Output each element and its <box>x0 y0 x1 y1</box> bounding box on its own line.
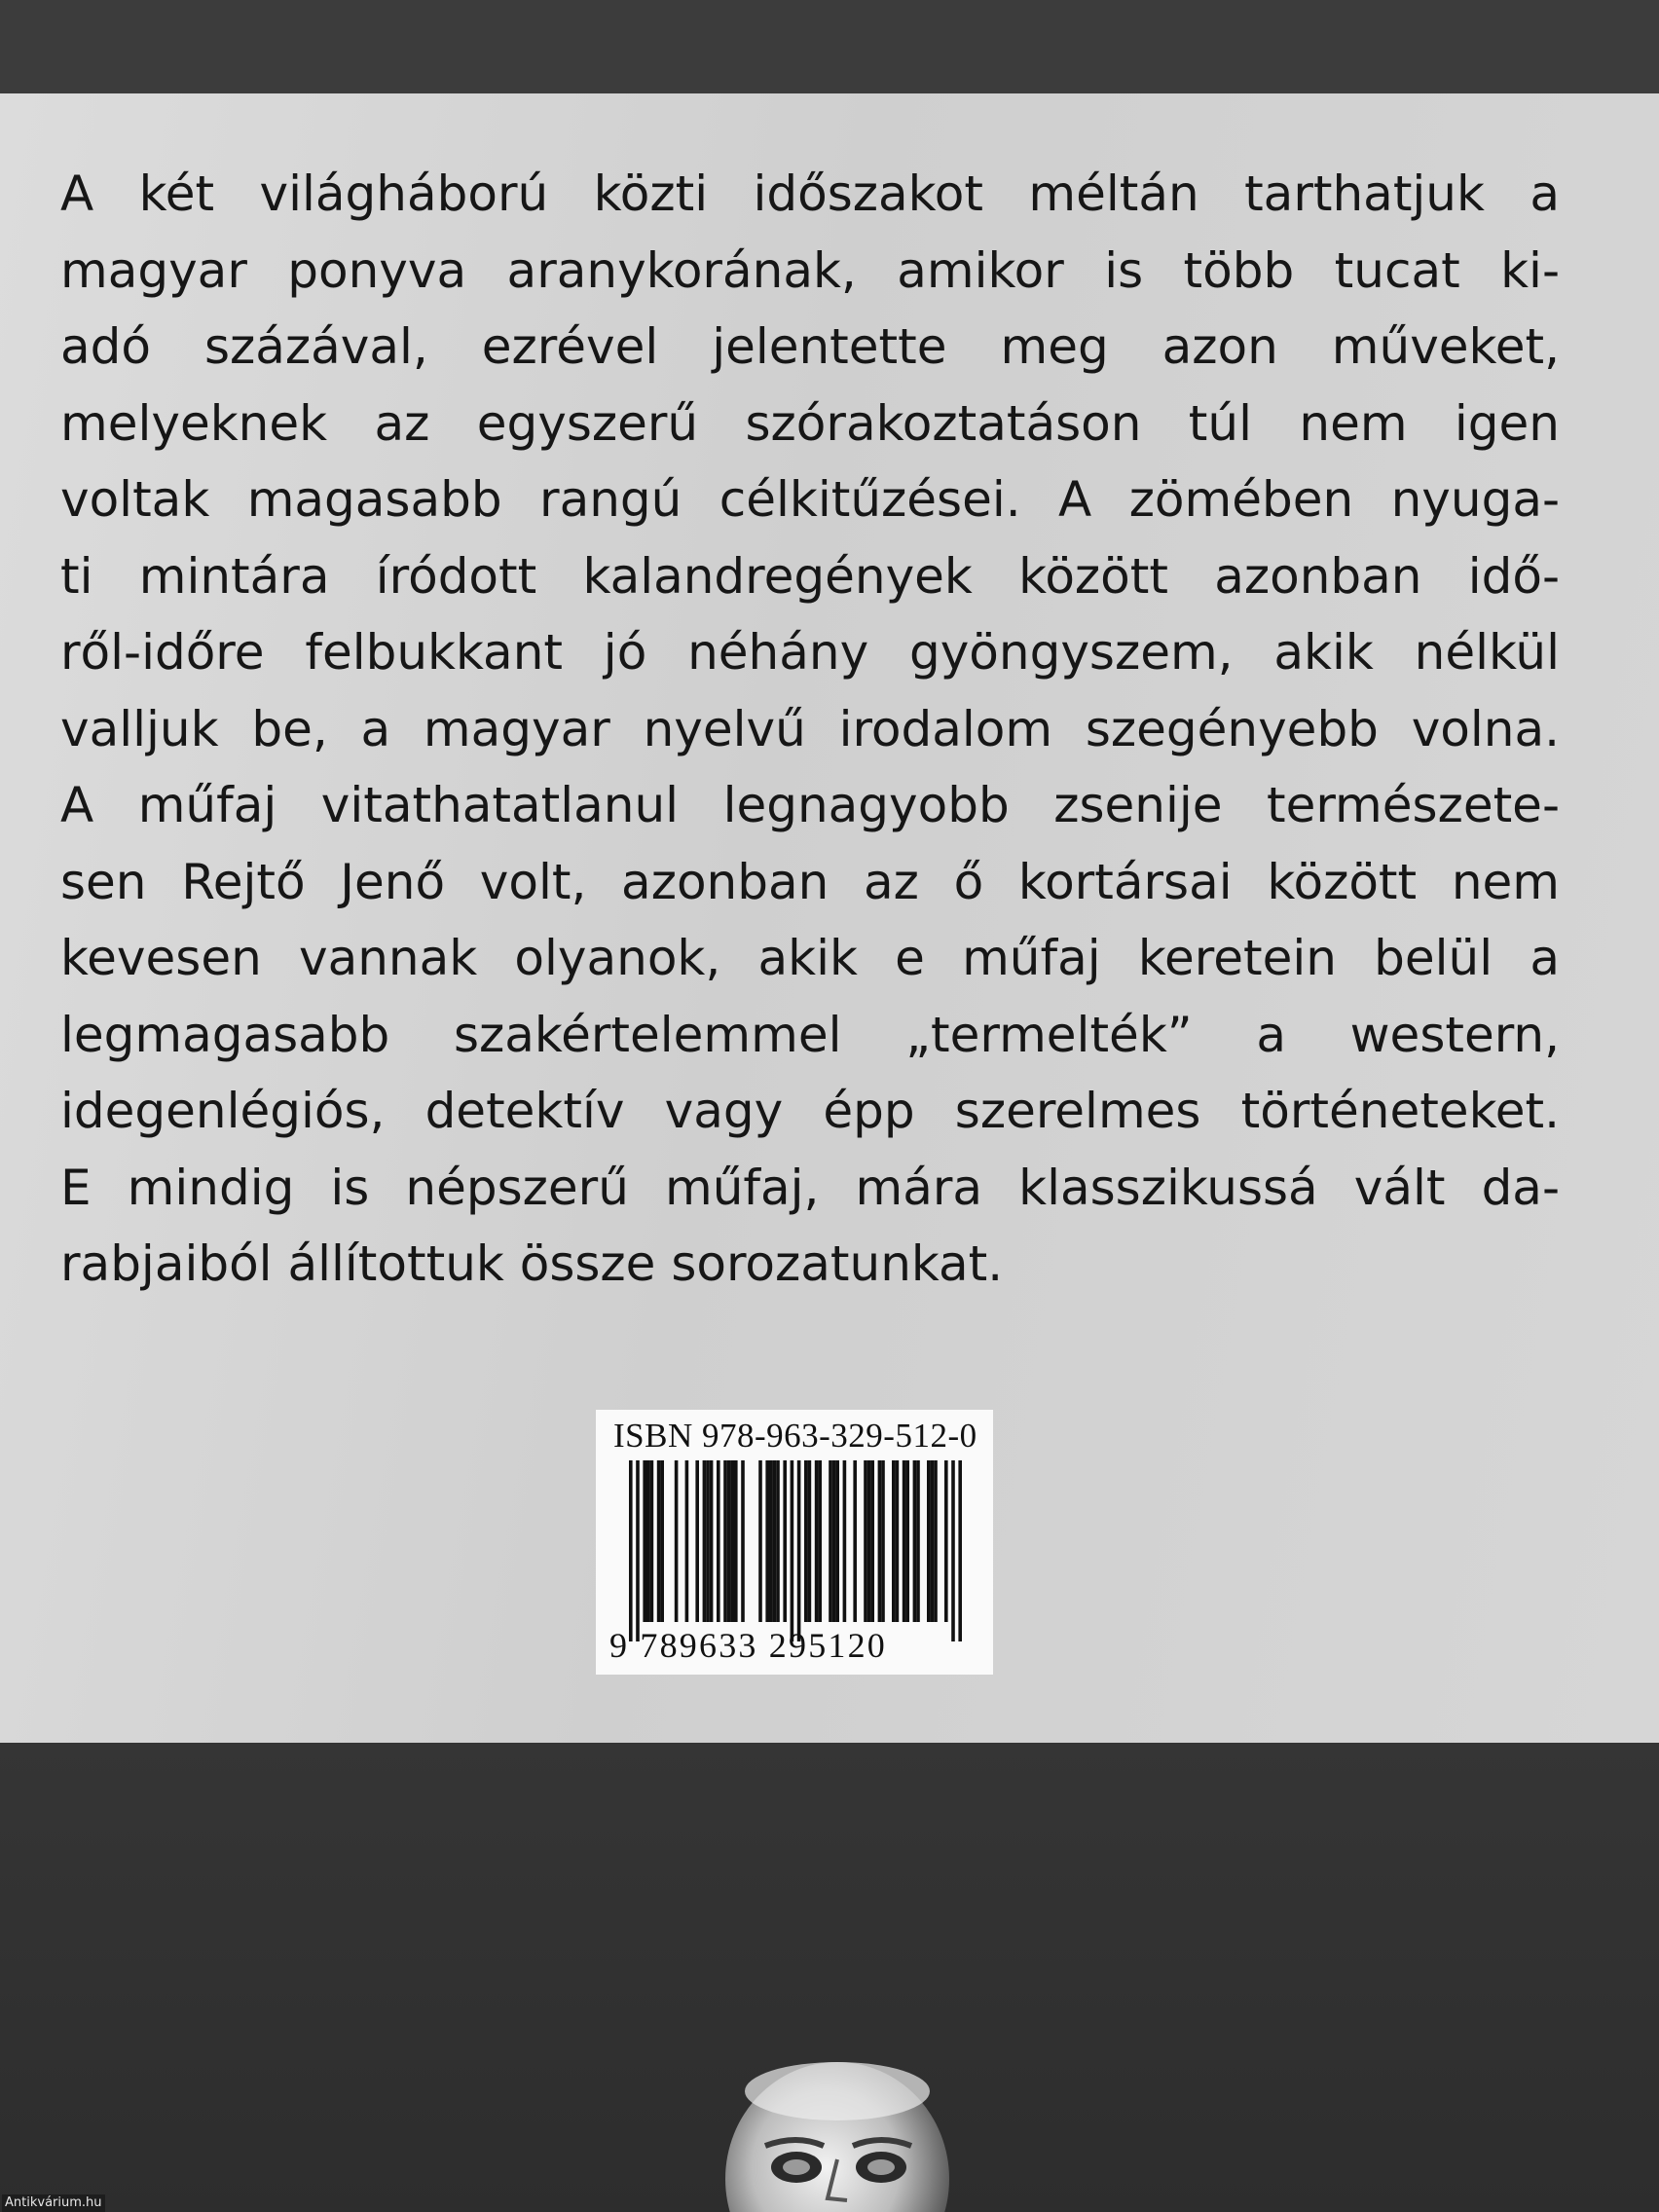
blurb-line: kevesen vannak olyanok, akik e műfaj keretein belül a <box>60 930 1560 986</box>
barcode-bar <box>804 1460 808 1622</box>
barcode-bar <box>710 1460 714 1622</box>
barcode-bar <box>650 1460 654 1622</box>
barcode-bar <box>832 1460 836 1622</box>
barcode-bar <box>864 1460 867 1622</box>
barcode-bar <box>773 1460 777 1622</box>
barcode-bar <box>797 1460 801 1641</box>
barcode-bar <box>903 1460 906 1622</box>
barcode-bar <box>758 1460 762 1622</box>
barcode-bar <box>629 1460 633 1641</box>
barcode-bar <box>835 1460 839 1622</box>
blurb-line: A műfaj vitathatatlanul legnagyobb zsenije természete- <box>60 777 1560 833</box>
blurb-line: melyeknek az egyszerű szórakoztatáson túl nem igen <box>60 394 1560 452</box>
barcode-bar <box>916 1460 920 1622</box>
barcode-bar <box>931 1460 935 1622</box>
barcode-bar <box>896 1460 900 1622</box>
barcode-bar <box>783 1460 787 1622</box>
isbn-label: ISBN 978-963-329-512-0 <box>613 1417 977 1455</box>
watermark: Antikvárium.hu <box>2 2194 105 2212</box>
barcode-bar <box>643 1460 646 1622</box>
barcode-bar <box>913 1460 917 1622</box>
barcode-bar <box>853 1460 857 1622</box>
barcode-bar <box>685 1460 689 1622</box>
barcode-bar <box>808 1460 812 1622</box>
barcode-bar <box>791 1460 794 1641</box>
blurb-line: magyar ponyva aranykorának, amikor is több tucat ki- <box>60 241 1560 299</box>
blurb-line: E mindig is népszerű műfaj, mára klasszikussá vált da- <box>60 1159 1560 1216</box>
barcode-bar <box>878 1460 882 1622</box>
barcode-bar <box>815 1460 819 1622</box>
barcode-bar <box>636 1460 640 1641</box>
author-portrait-photo <box>682 2052 993 2212</box>
barcode-bar <box>905 1460 909 1622</box>
barcode-bar <box>703 1460 707 1622</box>
isbn-barcode <box>596 1410 993 1675</box>
barcode-bar <box>660 1460 664 1622</box>
barcode-bar <box>958 1460 962 1641</box>
barcode-bar <box>723 1460 727 1622</box>
barcode-bar <box>927 1460 931 1622</box>
blurb-line: adó százával, ezrével jelentette meg azon műveket, <box>60 318 1560 375</box>
blurb-line: valljuk be, a magyar nyelvű irodalom szegényebb volna. <box>60 700 1560 757</box>
barcode-bar <box>706 1460 710 1622</box>
blurb-line: A két világháború közti időszakot méltán tarthatjuk a <box>60 166 1560 222</box>
barcode-bar <box>776 1460 780 1622</box>
barcode-bar <box>892 1460 896 1622</box>
blurb-line: ti mintára íródott kalandregények között azonban idő- <box>60 547 1560 605</box>
blurb-line: legmagasabb szakértelemmel „termelték” a western, <box>60 1006 1560 1063</box>
barcode-bar <box>741 1460 745 1622</box>
barcode-bar <box>727 1460 731 1622</box>
barcode-bar <box>717 1460 720 1622</box>
blurb-line: voltak magasabb rangú célkitűzései. A zömében nyuga- <box>60 471 1560 528</box>
barcode-bar <box>944 1460 948 1622</box>
barcode-bar <box>657 1460 661 1622</box>
barcode-bar <box>695 1460 699 1622</box>
barcode-bar <box>951 1460 955 1641</box>
barcode-bar <box>870 1460 874 1622</box>
barcode-bar <box>934 1460 938 1622</box>
barcode-bar <box>818 1460 822 1622</box>
blurb-line: ről-időre felbukkant jó néhány gyöngyszem, akik nélkül <box>60 624 1560 681</box>
barcode-bar <box>646 1460 650 1622</box>
barcode-bar <box>765 1460 769 1622</box>
barcode-bar <box>881 1460 885 1622</box>
barcode-bar <box>730 1460 734 1622</box>
barcode-bar <box>829 1460 832 1622</box>
barcode-digits: 9 789633 295120 <box>609 1626 887 1665</box>
barcode-bar <box>769 1460 773 1622</box>
barcode-bar <box>843 1460 847 1622</box>
barcode-bar <box>734 1460 738 1622</box>
back-cover-blurb <box>60 156 1560 1303</box>
blurb-line: sen Rejtő Jenő volt, azonban az ő kortársai között nem <box>60 853 1560 910</box>
blurb-line: idegenlégiós, detektív vagy épp szerelmes történeteket. <box>60 1083 1560 1139</box>
blurb-line: rabjaiból állítottuk össze sorozatunkat. <box>60 1235 1004 1292</box>
barcode-bar <box>867 1460 871 1622</box>
barcode-bar <box>675 1460 679 1622</box>
